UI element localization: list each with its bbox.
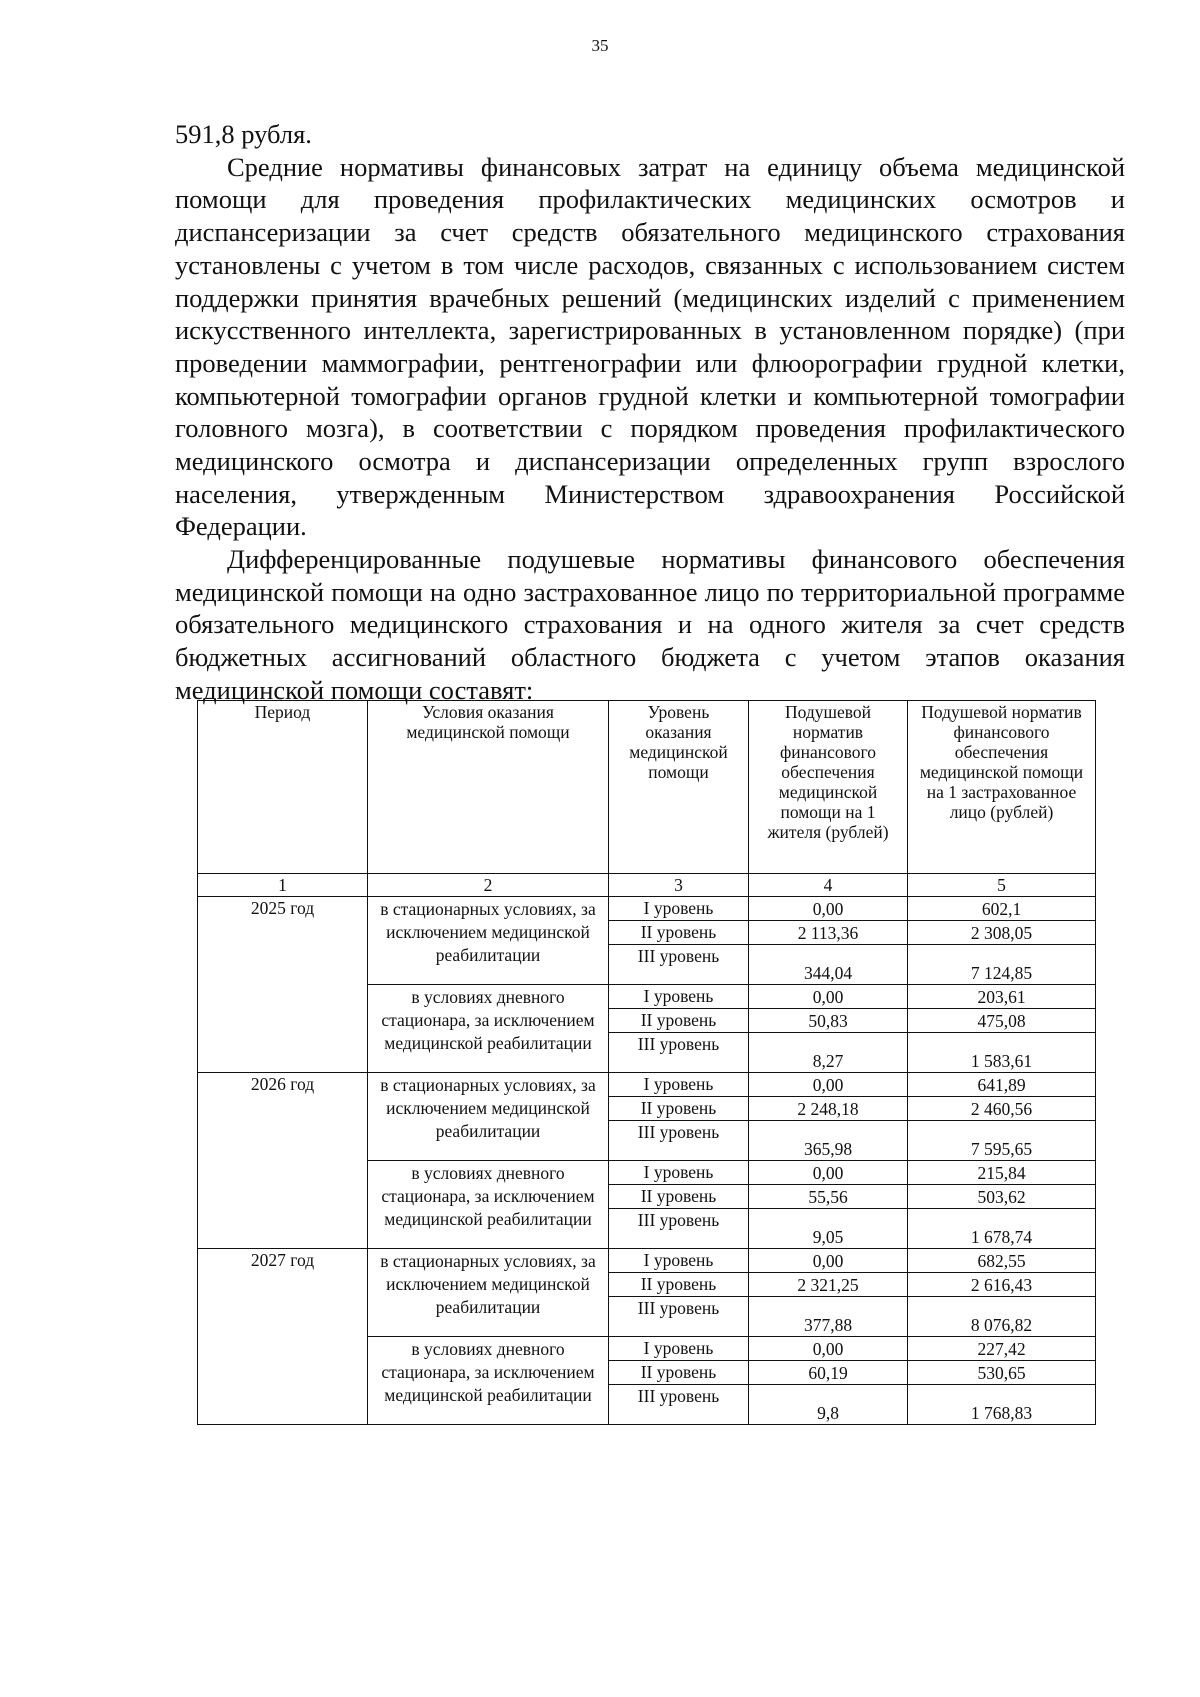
level-cell: I уровень (609, 1073, 749, 1097)
per-insured-cell: 2 308,05 (908, 921, 1096, 945)
level-cell: III уровень (609, 1121, 749, 1161)
per-resident-cell: 9,8 (749, 1385, 908, 1425)
per-insured-cell: 503,62 (908, 1185, 1096, 1209)
level-cell: II уровень (609, 1009, 749, 1033)
period-cell: 2027 год (198, 1249, 368, 1425)
paragraph-differentiated-norms: Дифференцированные подушевые нормативы финансового обеспечения медицинской помощи на одно застрахованное лицо по территориальной программе обязательного медицинского страхования и на одного жителя за счет средств бюджетных ассигнований областного бюджета с учетом этапов оказания медицинской помощи составят: (175, 544, 1125, 705)
per-resident-cell: 9,05 (749, 1209, 908, 1249)
body-text-bottom (175, 543, 1125, 707)
intro-line: 591,8 рубля. (175, 119, 312, 149)
per-insured-cell: 530,65 (908, 1361, 1096, 1385)
per-insured-cell: 1 768,83 (908, 1385, 1096, 1425)
level-cell: II уровень (609, 921, 749, 945)
per-insured-cell: 8 076,82 (908, 1297, 1096, 1337)
per-insured-cell: 602,1 (908, 897, 1096, 921)
header-conditions: Условия оказания медицинской помощи (368, 701, 609, 874)
per-insured-cell: 227,42 (908, 1337, 1096, 1361)
column-number: 5 (908, 874, 1096, 897)
level-cell: III уровень (609, 1033, 749, 1073)
per-resident-cell: 0,00 (749, 1161, 908, 1185)
per-insured-cell: 641,89 (908, 1073, 1096, 1097)
page-number: 35 (591, 36, 609, 55)
level-cell: III уровень (609, 1209, 749, 1249)
per-resident-cell: 8,27 (749, 1033, 908, 1073)
per-insured-cell: 2 616,43 (908, 1273, 1096, 1297)
per-insured-cell: 215,84 (908, 1161, 1096, 1185)
level-cell: I уровень (609, 985, 749, 1009)
column-number: 4 (749, 874, 908, 897)
column-number: 1 (198, 874, 368, 897)
per-resident-cell: 2 113,36 (749, 921, 908, 945)
header-per-insured: Подушевой норматив финансового обеспечения медицинской помощи на 1 застрахованное лицо (рублей) (908, 701, 1096, 874)
body-text-top (175, 118, 1125, 543)
per-resident-cell: 60,19 (749, 1361, 908, 1385)
table-body (198, 897, 1096, 1425)
condition-cell: в стационарных условиях, за исключением медицинской реабилитации (368, 1249, 609, 1337)
per-resident-cell: 0,00 (749, 897, 908, 921)
level-cell: III уровень (609, 1297, 749, 1337)
per-insured-cell: 203,61 (908, 985, 1096, 1009)
per-resident-cell: 344,04 (749, 945, 908, 985)
period-cell: 2025 год (198, 897, 368, 1073)
per-resident-cell: 0,00 (749, 1337, 908, 1361)
table-row (198, 1249, 1096, 1273)
header-per-resident: Подушевой норматив финансового обеспечения медицинской помощи на 1 жителя (рублей) (749, 701, 908, 874)
table-row (198, 897, 1096, 921)
per-insured-cell: 2 460,56 (908, 1097, 1096, 1121)
condition-cell: в условиях дневного стационара, за исключением медицинской реабилитации (368, 1161, 609, 1249)
period-cell: 2026 год (198, 1073, 368, 1249)
level-cell: I уровень (609, 897, 749, 921)
per-resident-cell: 2 248,18 (749, 1097, 908, 1121)
level-cell: I уровень (609, 1249, 749, 1273)
per-insured-cell: 1 678,74 (908, 1209, 1096, 1249)
column-number-row (198, 874, 1096, 897)
norms-table (197, 700, 1096, 1425)
per-resident-cell: 50,83 (749, 1009, 908, 1033)
table-row (198, 1073, 1096, 1097)
per-resident-cell: 365,98 (749, 1121, 908, 1161)
level-cell: II уровень (609, 1097, 749, 1121)
level-cell: II уровень (609, 1273, 749, 1297)
condition-cell: в стационарных условиях, за исключением медицинской реабилитации (368, 897, 609, 985)
header-level: Уровень оказания медицинской помощи (609, 701, 749, 874)
paragraph-financial-costs: Средние нормативы финансовых затрат на единицу объема медицинской помощи для проведения профилактических медицинских осмотров и диспансеризации за счет средств обязательного медицинского страхования установлены с учетом в том числе расходов, связанных с использованием систем поддержки принятия врачебных решений (медицинских изделий с применением искусственного интеллекта, зарегистрированных в установленном порядке) (при проведении маммографии, рентгенографии или флюорографии грудной клетки, компьютерной томографии органов грудной клетки и компьютерной томографии головного мозга), в соответствии с порядком проведения профилактического медицинского осмотра и диспансеризации определенных групп взрослого населения, утвержденным Министерством здравоохранения Российской Федерации. (175, 151, 1125, 542)
level-cell: I уровень (609, 1161, 749, 1185)
column-number: 3 (609, 874, 749, 897)
per-resident-cell: 377,88 (749, 1297, 908, 1337)
level-cell: I уровень (609, 1337, 749, 1361)
per-resident-cell: 55,56 (749, 1185, 908, 1209)
per-insured-cell: 682,55 (908, 1249, 1096, 1273)
level-cell: II уровень (609, 1185, 749, 1209)
per-insured-cell: 1 583,61 (908, 1033, 1096, 1073)
header-period: Период (198, 701, 368, 874)
column-number: 2 (368, 874, 609, 897)
per-resident-cell: 0,00 (749, 985, 908, 1009)
per-resident-cell: 0,00 (749, 1073, 908, 1097)
table-header-row (198, 701, 1096, 874)
per-resident-cell: 2 321,25 (749, 1273, 908, 1297)
per-insured-cell: 475,08 (908, 1009, 1096, 1033)
level-cell: III уровень (609, 945, 749, 985)
per-insured-cell: 7 124,85 (908, 945, 1096, 985)
per-insured-cell: 7 595,65 (908, 1121, 1096, 1161)
level-cell: II уровень (609, 1361, 749, 1385)
condition-cell: в стационарных условиях, за исключением медицинской реабилитации (368, 1073, 609, 1161)
condition-cell: в условиях дневного стационара, за исключением медицинской реабилитации (368, 985, 609, 1073)
level-cell: III уровень (609, 1385, 749, 1425)
per-resident-cell: 0,00 (749, 1249, 908, 1273)
condition-cell: в условиях дневного стационара, за исключением медицинской реабилитации (368, 1337, 609, 1425)
